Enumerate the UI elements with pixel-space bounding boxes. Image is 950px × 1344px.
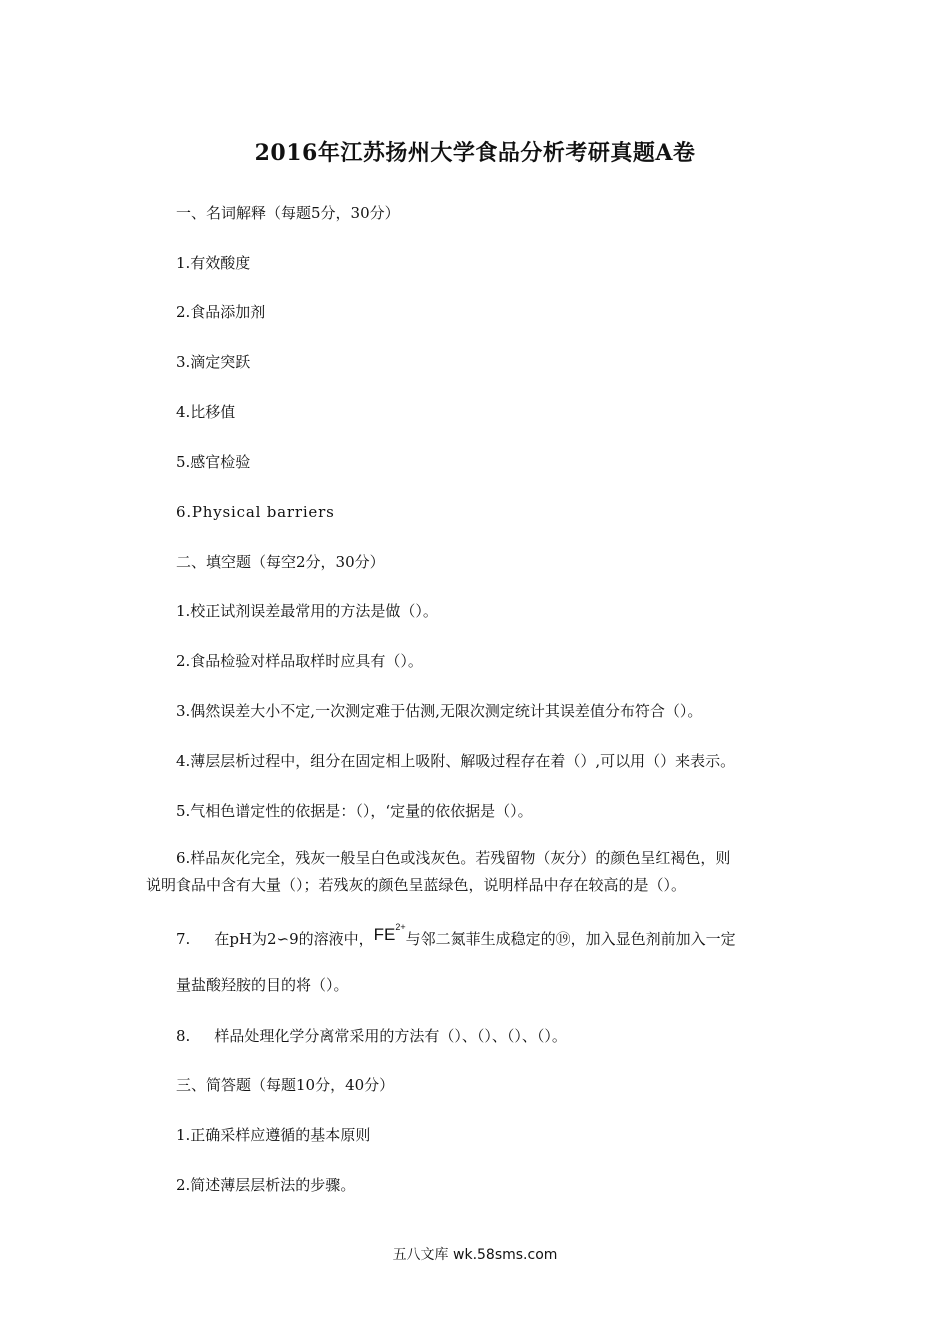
- fe-charge: 2+: [395, 922, 406, 933]
- question-7-text-after: 与邻二氮菲生成稳定的⑲，加入显色剂前加入一定: [405, 930, 736, 948]
- section-heading-3: 三、简答题（每题10分，40分）: [176, 1076, 395, 1094]
- question-item: 4.薄层层析过程中，组分在固定相上吸附、解吸过程存在着（）,可以用（）来表示。: [176, 752, 736, 770]
- question-item: 3.滴定突跃: [176, 353, 251, 371]
- question-6-paragraph: [146, 845, 826, 899]
- question-6-line-1: 6.样品灰化完全，残灰一般呈白色或浅灰色。若残留物（灰分）的颜色呈红褐色，则: [176, 849, 731, 867]
- question-item: 1.有效酸度: [176, 254, 251, 272]
- question-7-line-2: 量盐酸羟胺的目的将（）。: [176, 976, 349, 994]
- question-item: 4.比移值: [176, 403, 236, 421]
- question-item: 5.感官检验: [176, 453, 251, 471]
- section-heading-2: 二、填空题（每空2分，30分）: [176, 553, 385, 571]
- question-7-text-before: 在pH为2∽9的溶液中，: [214, 930, 374, 948]
- question-item: 1.正确采样应遵循的基本原则: [176, 1126, 371, 1144]
- question-item: 6.Physical barriers: [176, 503, 335, 521]
- question-item: 2.食品检验对样品取样时应具有（）。: [176, 652, 423, 670]
- fe-symbol: FE: [373, 925, 396, 944]
- question-6-line-2: 说明食品中含有大量（）；若残灰的颜色呈蓝绿色，说明样品中存在较高的是（）。: [146, 876, 687, 894]
- question-7-line-1: [176, 922, 736, 949]
- question-8: [176, 1025, 567, 1046]
- section-heading-1: 一、名词解释（每题5分，30分）: [176, 204, 400, 222]
- question-item: 5.气相色谱定性的依据是：（），‘定量的依依据是（）。: [176, 802, 533, 820]
- fe-ion-formula: [373, 922, 406, 944]
- question-item: 1.校正试剂误差最常用的方法是做（）。: [176, 602, 438, 620]
- question-7-number: 7.: [176, 930, 191, 948]
- footer-watermark: 五八文库 wk.58sms.com: [392, 1247, 558, 1263]
- page-title: 2016年江苏扬州大学食品分析考研真题A卷: [254, 140, 696, 166]
- question-item: 3.偶然误差大小不定,一次测定难于估测,无限次测定统计其误差值分布符合（）。: [176, 702, 703, 720]
- question-item: 2.简述薄层层析法的步骤。: [176, 1176, 356, 1194]
- question-item: 2.食品添加剂: [176, 303, 266, 321]
- question-8-text: 样品处理化学分离常采用的方法有（）、（）、（）、（）。: [214, 1027, 567, 1045]
- question-8-number: 8.: [176, 1027, 191, 1045]
